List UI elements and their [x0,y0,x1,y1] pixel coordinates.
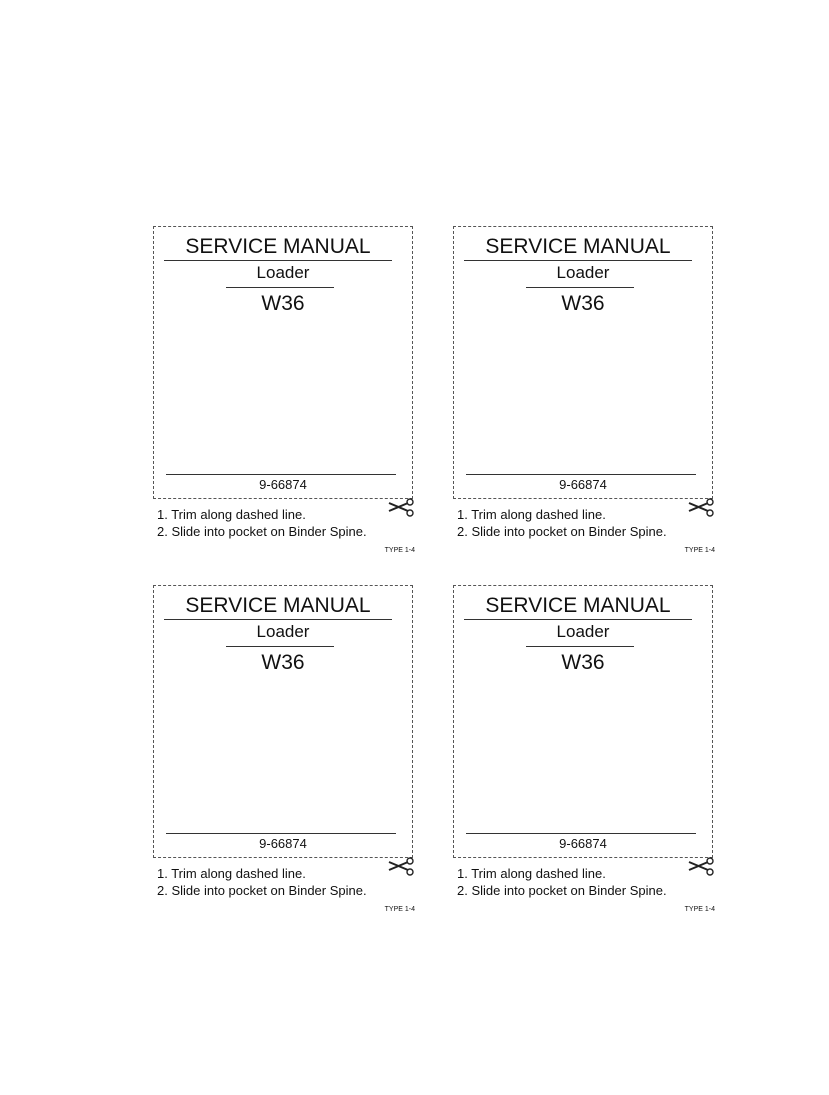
scissors-icon [686,857,716,879]
spine-label-card [453,226,713,499]
spine-label-card [153,226,413,499]
part-number-divider [166,833,396,834]
scissors-icon [386,498,416,520]
scissors-icon [386,857,416,879]
part-number: 9-66874 [259,477,307,492]
title-divider [164,619,392,620]
title-divider [464,260,692,261]
model-number: W36 [561,292,605,315]
spine-label-card [453,585,713,858]
manual-title: SERVICE MANUAL [185,235,371,258]
subtitle-divider [526,287,634,288]
instruction-step-2: 2. Slide into pocket on Binder Spine. [457,883,667,898]
part-number: 9-66874 [559,836,607,851]
instruction-step-1: 1. Trim along dashed line. [157,507,306,522]
manual-title: SERVICE MANUAL [485,235,671,258]
part-number: 9-66874 [559,477,607,492]
part-number-divider [466,833,696,834]
title-divider [464,619,692,620]
manual-subtitle: Loader [256,263,310,282]
part-number-divider [166,474,396,475]
manual-title: SERVICE MANUAL [485,594,671,617]
title-divider [164,260,392,261]
part-number-divider [466,474,696,475]
instruction-step-2: 2. Slide into pocket on Binder Spine. [157,883,367,898]
model-number: W36 [261,292,305,315]
manual-title: SERVICE MANUAL [185,594,371,617]
type-code: TYPE 1-4 [684,547,715,554]
spine-insert-top-left [153,226,421,561]
subtitle-divider [226,646,334,647]
instruction-step-2: 2. Slide into pocket on Binder Spine. [457,524,667,539]
type-code: TYPE 1-4 [384,906,415,913]
subtitle-divider [526,646,634,647]
instruction-step-1: 1. Trim along dashed line. [457,507,606,522]
manual-subtitle: Loader [256,622,310,641]
type-code: TYPE 1-4 [384,547,415,554]
model-number: W36 [261,651,305,674]
subtitle-divider [226,287,334,288]
instruction-step-1: 1. Trim along dashed line. [157,866,306,881]
part-number: 9-66874 [259,836,307,851]
model-number: W36 [561,651,605,674]
scissors-icon [686,498,716,520]
manual-subtitle: Loader [556,263,610,282]
spine-insert-bottom-right [453,585,721,920]
spine-insert-bottom-left [153,585,421,920]
type-code: TYPE 1-4 [684,906,715,913]
spine-insert-top-right [453,226,721,561]
instruction-step-2: 2. Slide into pocket on Binder Spine. [157,524,367,539]
spine-label-card [153,585,413,858]
instruction-step-1: 1. Trim along dashed line. [457,866,606,881]
manual-subtitle: Loader [556,622,610,641]
